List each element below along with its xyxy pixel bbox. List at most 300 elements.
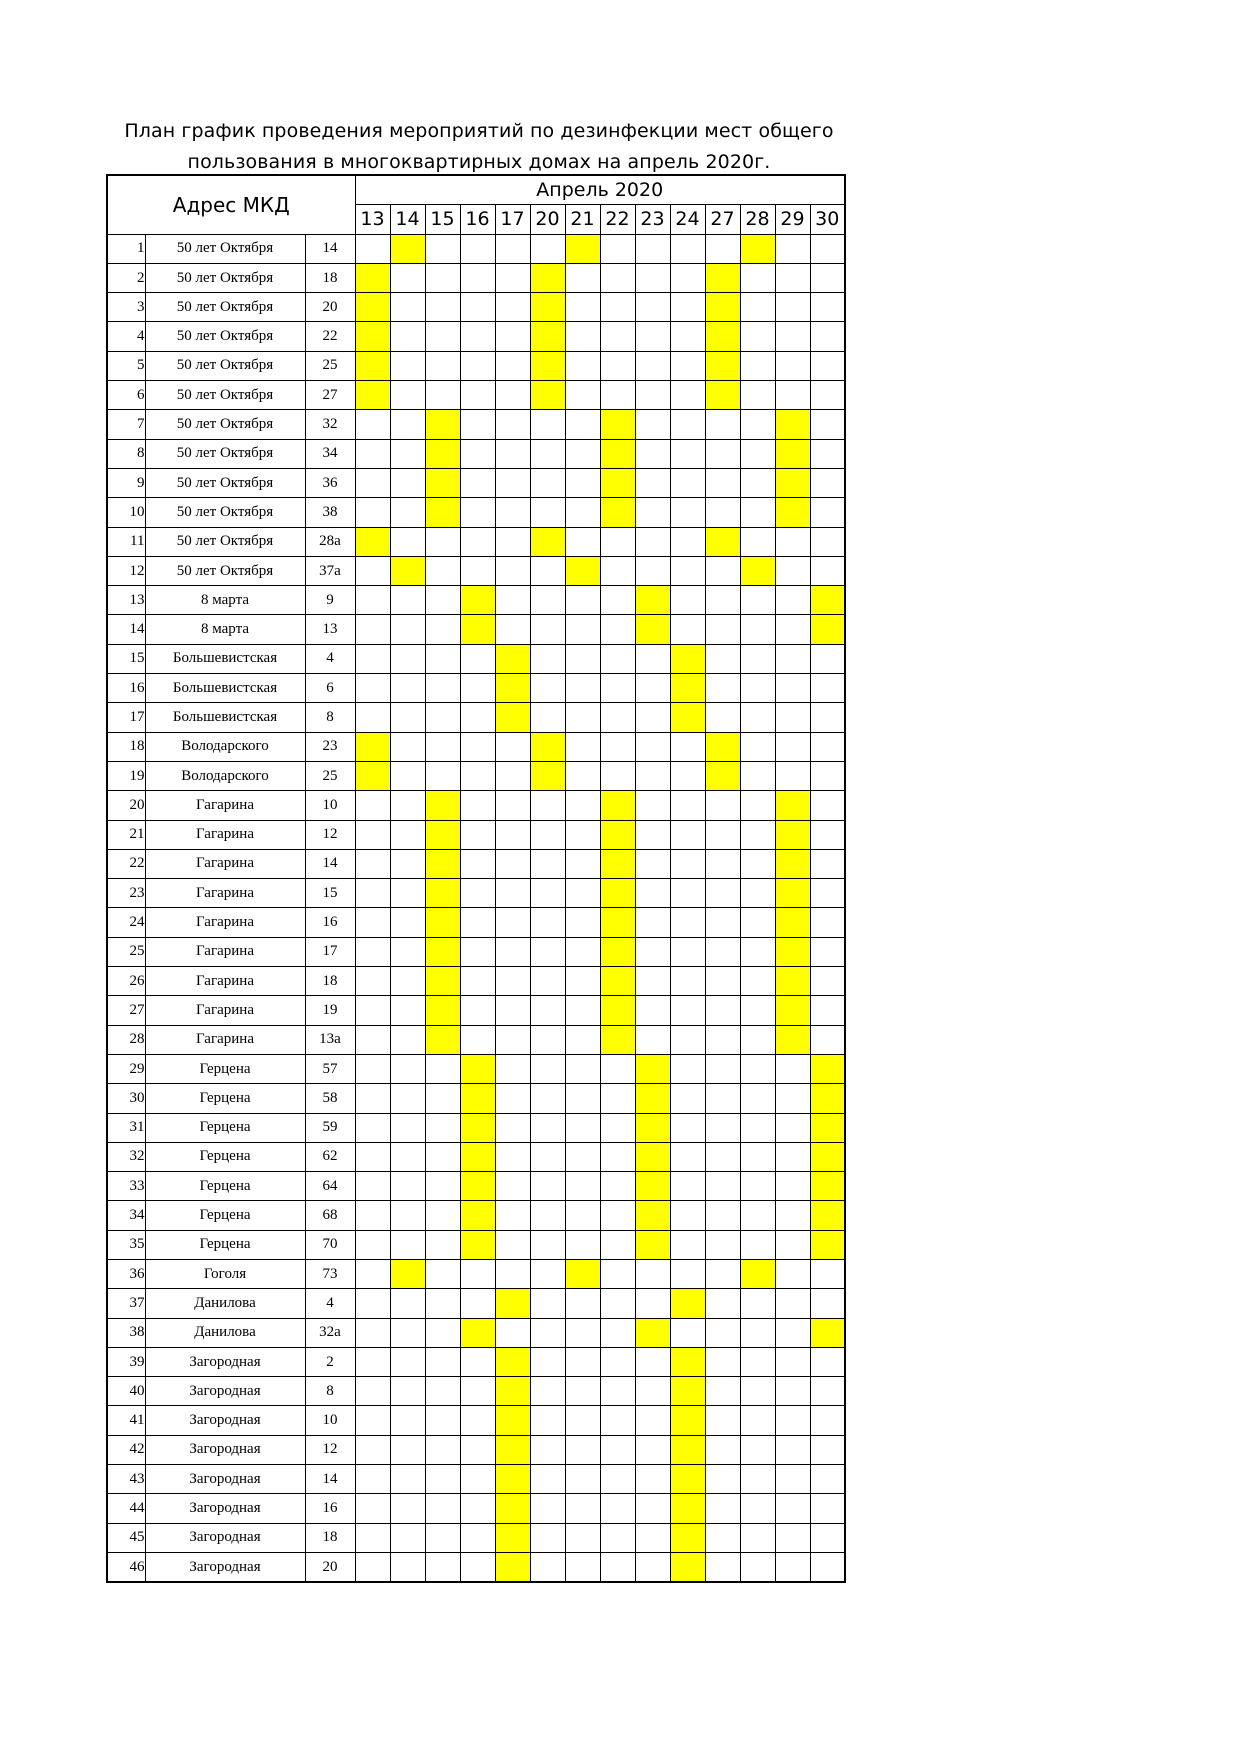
day-cell [355, 644, 390, 673]
scheduled-day-cell [495, 1494, 530, 1523]
day-cell [390, 1113, 425, 1142]
day-cell [670, 1172, 705, 1201]
scheduled-day-cell [810, 1201, 845, 1230]
day-cell [600, 674, 635, 703]
scheduled-day-cell [775, 439, 810, 468]
day-cell [460, 1025, 495, 1054]
scheduled-day-cell [670, 1377, 705, 1406]
day-cell [565, 674, 600, 703]
day-cell [565, 879, 600, 908]
day-cell [425, 263, 460, 292]
table-row [107, 322, 845, 351]
row-number: 35 [107, 1230, 145, 1259]
day-cell [635, 1377, 670, 1406]
day-cell [355, 1201, 390, 1230]
day-cell [565, 703, 600, 732]
day-cell [740, 732, 775, 761]
day-cell [355, 1523, 390, 1552]
house-cell: 12 [305, 1435, 355, 1464]
day-cell [495, 1084, 530, 1113]
row-number: 14 [107, 615, 145, 644]
day-cell [565, 586, 600, 615]
scheduled-day-cell [775, 849, 810, 878]
day-cell [530, 967, 565, 996]
day-cell [460, 820, 495, 849]
day-cell [635, 1435, 670, 1464]
street-cell: Загородная [145, 1435, 305, 1464]
day-cell [670, 732, 705, 761]
street-cell: 50 лет Октября [145, 293, 305, 322]
table-row [107, 849, 845, 878]
day-cell [600, 1523, 635, 1552]
day-cell [495, 1025, 530, 1054]
row-number: 33 [107, 1172, 145, 1201]
day-cell [425, 1494, 460, 1523]
day-cell [810, 996, 845, 1025]
house-cell: 17 [305, 937, 355, 966]
day-cell [495, 293, 530, 322]
day-header-22: 22 [600, 205, 635, 234]
day-cell [530, 1025, 565, 1054]
day-cell [495, 615, 530, 644]
day-cell [390, 1054, 425, 1083]
house-cell: 36 [305, 468, 355, 497]
street-cell: Герцена [145, 1142, 305, 1171]
day-cell [390, 1084, 425, 1113]
day-cell [670, 468, 705, 497]
day-cell [775, 322, 810, 351]
day-cell [670, 293, 705, 322]
scheduled-day-cell [425, 498, 460, 527]
scheduled-day-cell [810, 1318, 845, 1347]
day-cell [810, 556, 845, 585]
day-cell [390, 1318, 425, 1347]
day-cell [565, 1552, 600, 1582]
house-cell: 10 [305, 1406, 355, 1435]
day-cell [460, 937, 495, 966]
day-cell [565, 439, 600, 468]
day-cell [355, 908, 390, 937]
scheduled-day-cell [810, 615, 845, 644]
day-cell [635, 1465, 670, 1494]
day-cell [670, 996, 705, 1025]
day-cell [705, 1552, 740, 1582]
day-cell [460, 1494, 495, 1523]
schedule-rows [107, 234, 845, 1582]
day-cell [565, 1172, 600, 1201]
scheduled-day-cell [670, 1289, 705, 1318]
day-cell [425, 615, 460, 644]
house-cell: 20 [305, 1552, 355, 1582]
scheduled-day-cell [775, 967, 810, 996]
day-cell [425, 1318, 460, 1347]
house-cell: 68 [305, 1201, 355, 1230]
scheduled-day-cell [530, 322, 565, 351]
scheduled-day-cell [495, 674, 530, 703]
row-number: 10 [107, 498, 145, 527]
row-number: 9 [107, 468, 145, 497]
day-cell [775, 1377, 810, 1406]
day-cell [775, 586, 810, 615]
table-row [107, 1230, 845, 1259]
day-cell [390, 849, 425, 878]
day-cell [565, 996, 600, 1025]
day-cell [460, 263, 495, 292]
street-cell: Большевистская [145, 703, 305, 732]
day-header-28: 28 [740, 205, 775, 234]
table-row [107, 1113, 845, 1142]
day-cell [530, 1084, 565, 1113]
row-number: 32 [107, 1142, 145, 1171]
day-cell [530, 1259, 565, 1288]
day-cell [600, 1289, 635, 1318]
day-cell [740, 615, 775, 644]
day-cell [565, 967, 600, 996]
street-cell: Герцена [145, 1054, 305, 1083]
street-cell: Гагарина [145, 791, 305, 820]
scheduled-day-cell [635, 1084, 670, 1113]
scheduled-day-cell [530, 761, 565, 790]
table-row [107, 879, 845, 908]
day-cell [390, 703, 425, 732]
day-cell [740, 263, 775, 292]
day-cell [355, 1025, 390, 1054]
day-cell [355, 849, 390, 878]
day-cell [600, 703, 635, 732]
day-cell [355, 1054, 390, 1083]
day-cell [705, 937, 740, 966]
scheduled-day-cell [635, 1172, 670, 1201]
scheduled-day-cell [600, 908, 635, 937]
day-cell [495, 820, 530, 849]
day-cell [810, 820, 845, 849]
day-cell [460, 967, 495, 996]
scheduled-day-cell [495, 1465, 530, 1494]
month-header: Апрель 2020 [355, 175, 845, 205]
scheduled-day-cell [600, 410, 635, 439]
day-cell [775, 263, 810, 292]
day-cell [775, 1172, 810, 1201]
day-cell [775, 1084, 810, 1113]
day-cell [740, 1113, 775, 1142]
day-cell [425, 1230, 460, 1259]
scheduled-day-cell [530, 381, 565, 410]
day-cell [775, 1289, 810, 1318]
street-cell: Данилова [145, 1289, 305, 1318]
day-cell [705, 967, 740, 996]
table-row [107, 1025, 845, 1054]
day-cell [740, 410, 775, 439]
day-cell [495, 996, 530, 1025]
scheduled-day-cell [460, 1113, 495, 1142]
day-cell [460, 234, 495, 263]
day-cell [670, 1318, 705, 1347]
day-cell [740, 468, 775, 497]
day-cell [460, 498, 495, 527]
day-cell [600, 586, 635, 615]
row-number: 13 [107, 586, 145, 615]
house-cell: 14 [305, 1465, 355, 1494]
table-row [107, 732, 845, 761]
day-cell [390, 791, 425, 820]
table-row [107, 410, 845, 439]
day-cell [740, 322, 775, 351]
day-cell [740, 586, 775, 615]
day-cell [390, 1172, 425, 1201]
day-cell [460, 1523, 495, 1552]
scheduled-day-cell [495, 1347, 530, 1376]
scheduled-day-cell [810, 1230, 845, 1259]
day-cell [775, 1259, 810, 1288]
row-number: 25 [107, 937, 145, 966]
day-cell [390, 674, 425, 703]
scheduled-day-cell [460, 1318, 495, 1347]
day-cell [635, 234, 670, 263]
house-cell: 2 [305, 1347, 355, 1376]
table-row [107, 1406, 845, 1435]
day-cell [635, 674, 670, 703]
day-cell [670, 1084, 705, 1113]
row-number: 46 [107, 1552, 145, 1582]
day-cell [705, 1523, 740, 1552]
table-row [107, 1347, 845, 1376]
day-cell [565, 1465, 600, 1494]
day-cell [390, 1289, 425, 1318]
day-cell [390, 1025, 425, 1054]
scheduled-day-cell [425, 820, 460, 849]
day-cell [705, 1142, 740, 1171]
scheduled-day-cell [705, 322, 740, 351]
scheduled-day-cell [670, 1435, 705, 1464]
row-number: 1 [107, 234, 145, 263]
day-cell [460, 996, 495, 1025]
day-cell [670, 1054, 705, 1083]
day-cell [810, 498, 845, 527]
day-cell [635, 410, 670, 439]
row-number: 3 [107, 293, 145, 322]
row-number: 40 [107, 1377, 145, 1406]
scheduled-day-cell [775, 937, 810, 966]
day-cell [565, 908, 600, 937]
day-cell [460, 322, 495, 351]
day-cell [670, 410, 705, 439]
day-cell [775, 1465, 810, 1494]
table-row [107, 1523, 845, 1552]
scheduled-day-cell [600, 468, 635, 497]
day-cell [775, 1435, 810, 1464]
day-cell [355, 967, 390, 996]
day-header-13: 13 [355, 205, 390, 234]
day-cell [460, 1406, 495, 1435]
day-cell [775, 527, 810, 556]
day-cell [495, 410, 530, 439]
house-cell: 57 [305, 1054, 355, 1083]
street-cell: Загородная [145, 1465, 305, 1494]
day-cell [565, 1142, 600, 1171]
day-cell [810, 761, 845, 790]
day-cell [705, 908, 740, 937]
day-cell [495, 498, 530, 527]
row-number: 12 [107, 556, 145, 585]
day-cell [390, 1552, 425, 1582]
day-cell [810, 1552, 845, 1582]
day-cell [530, 1377, 565, 1406]
day-cell [635, 761, 670, 790]
day-cell [425, 1523, 460, 1552]
day-cell [740, 674, 775, 703]
day-cell [810, 1259, 845, 1288]
house-cell: 25 [305, 761, 355, 790]
house-cell: 16 [305, 1494, 355, 1523]
day-cell [600, 1172, 635, 1201]
day-header-16: 16 [460, 205, 495, 234]
day-cell [390, 498, 425, 527]
day-cell [390, 967, 425, 996]
day-cell [495, 732, 530, 761]
day-cell [390, 1523, 425, 1552]
day-cell [390, 1201, 425, 1230]
row-number: 21 [107, 820, 145, 849]
scheduled-day-cell [635, 1318, 670, 1347]
scheduled-day-cell [810, 1054, 845, 1083]
table-row [107, 1435, 845, 1464]
day-cell [565, 351, 600, 380]
day-cell [810, 351, 845, 380]
day-cell [530, 1465, 565, 1494]
day-cell [600, 556, 635, 585]
day-cell [425, 556, 460, 585]
day-cell [495, 263, 530, 292]
day-cell [740, 1318, 775, 1347]
day-cell [530, 996, 565, 1025]
day-cell [425, 1142, 460, 1171]
day-cell [740, 644, 775, 673]
day-cell [425, 1201, 460, 1230]
street-cell: 50 лет Октября [145, 439, 305, 468]
row-number: 18 [107, 732, 145, 761]
day-cell [460, 879, 495, 908]
row-number: 2 [107, 263, 145, 292]
day-cell [530, 879, 565, 908]
row-number: 44 [107, 1494, 145, 1523]
scheduled-day-cell [600, 791, 635, 820]
scheduled-day-cell [355, 381, 390, 410]
day-cell [810, 234, 845, 263]
scheduled-day-cell [355, 761, 390, 790]
day-cell [740, 1523, 775, 1552]
day-cell [635, 703, 670, 732]
day-cell [670, 1259, 705, 1288]
house-cell: 18 [305, 967, 355, 996]
table-row [107, 468, 845, 497]
row-number: 41 [107, 1406, 145, 1435]
scheduled-day-cell [565, 1259, 600, 1288]
scheduled-day-cell [705, 732, 740, 761]
day-cell [810, 263, 845, 292]
day-cell [740, 1230, 775, 1259]
day-cell [740, 703, 775, 732]
scheduled-day-cell [810, 586, 845, 615]
street-cell: Загородная [145, 1347, 305, 1376]
day-cell [355, 937, 390, 966]
day-cell [705, 879, 740, 908]
day-cell [670, 908, 705, 937]
day-cell [565, 644, 600, 673]
house-cell: 25 [305, 351, 355, 380]
day-cell [425, 1406, 460, 1435]
scheduled-day-cell [705, 527, 740, 556]
day-cell [565, 1289, 600, 1318]
row-number: 36 [107, 1259, 145, 1288]
day-cell [670, 1142, 705, 1171]
day-cell [390, 996, 425, 1025]
day-cell [460, 351, 495, 380]
day-header-23: 23 [635, 205, 670, 234]
day-cell [565, 263, 600, 292]
day-cell [775, 615, 810, 644]
day-cell [810, 937, 845, 966]
scheduled-day-cell [705, 761, 740, 790]
day-cell [355, 1259, 390, 1288]
day-cell [635, 849, 670, 878]
day-cell [530, 674, 565, 703]
scheduled-day-cell [425, 1025, 460, 1054]
scheduled-day-cell [635, 1230, 670, 1259]
day-cell [810, 791, 845, 820]
row-number: 17 [107, 703, 145, 732]
day-cell [390, 908, 425, 937]
scheduled-day-cell [495, 1435, 530, 1464]
scheduled-day-cell [670, 1406, 705, 1435]
scheduled-day-cell [425, 967, 460, 996]
house-cell: 23 [305, 732, 355, 761]
day-cell [810, 439, 845, 468]
scheduled-day-cell [670, 1465, 705, 1494]
scheduled-day-cell [740, 1259, 775, 1288]
day-cell [670, 1201, 705, 1230]
day-cell [705, 820, 740, 849]
day-cell [565, 410, 600, 439]
day-cell [495, 381, 530, 410]
scheduled-day-cell [565, 556, 600, 585]
day-cell [810, 1025, 845, 1054]
day-cell [670, 1113, 705, 1142]
day-cell [565, 1054, 600, 1083]
house-cell: 18 [305, 263, 355, 292]
day-cell [635, 879, 670, 908]
day-cell [775, 556, 810, 585]
day-cell [530, 1552, 565, 1582]
day-cell [390, 1494, 425, 1523]
day-cell [705, 1347, 740, 1376]
day-cell [565, 527, 600, 556]
scheduled-day-cell [775, 791, 810, 820]
day-cell [495, 351, 530, 380]
table-row [107, 644, 845, 673]
day-cell [670, 527, 705, 556]
day-cell [810, 322, 845, 351]
day-cell [740, 1406, 775, 1435]
scheduled-day-cell [600, 967, 635, 996]
table-row [107, 1084, 845, 1113]
day-cell [705, 1318, 740, 1347]
day-cell [565, 1377, 600, 1406]
table-row [107, 996, 845, 1025]
day-cell [705, 1113, 740, 1142]
scheduled-day-cell [460, 1142, 495, 1171]
house-cell: 18 [305, 1523, 355, 1552]
house-cell: 20 [305, 293, 355, 322]
